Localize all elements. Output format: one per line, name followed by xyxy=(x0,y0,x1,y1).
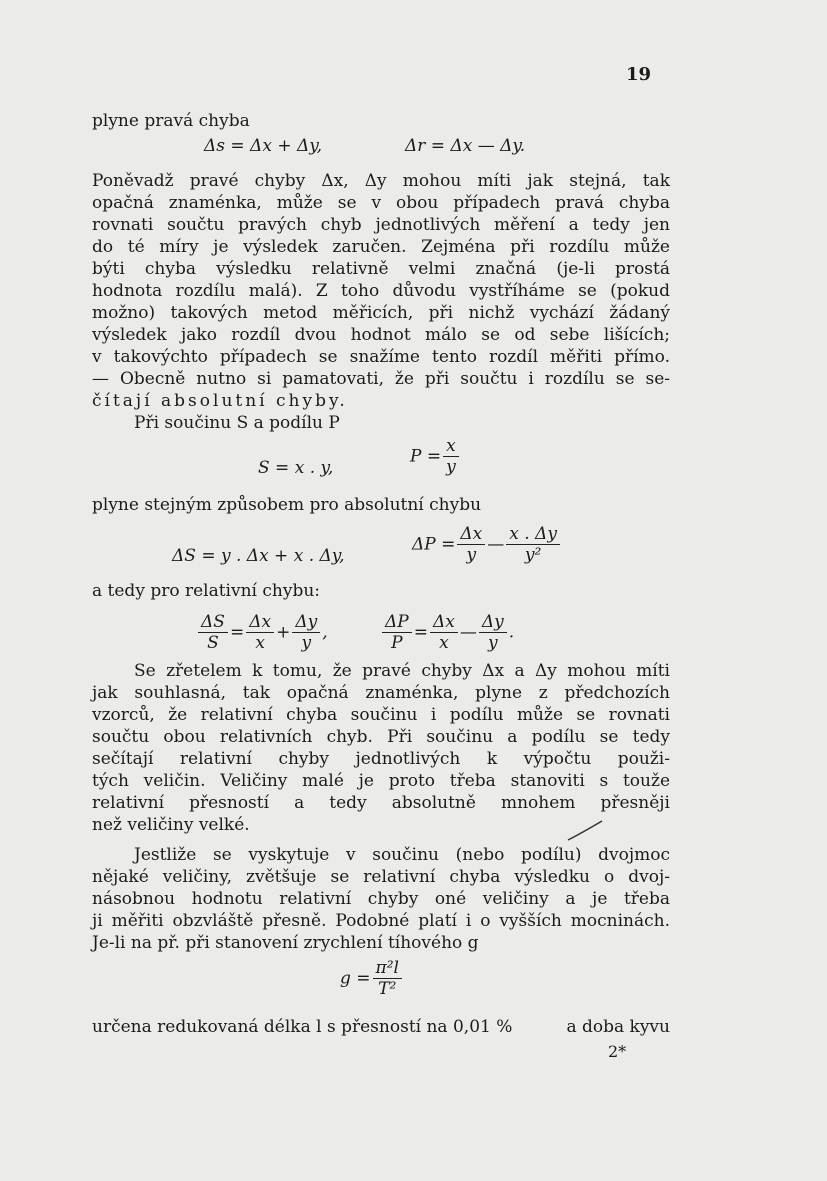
fraction xyxy=(292,612,320,653)
denominator: T² xyxy=(378,979,397,999)
numerator: ΔS xyxy=(198,612,228,633)
text-line: Jestliže se vyskytuje v součinu (nebo podílu) dvojmoc xyxy=(134,845,670,865)
numerator: x xyxy=(443,436,459,457)
denominator: P xyxy=(391,633,403,653)
numerator: Δx xyxy=(430,612,458,633)
text-line: do té míry je výsledek zaručen. Zejména při rozdílu může xyxy=(92,237,670,257)
text-line: plyne stejným způsobem pro absolutní chybu xyxy=(92,495,482,515)
denominator: y xyxy=(487,633,498,653)
text-line: Se zřetelem k tomu, že pravé chyby Δx a Δy mohou míti xyxy=(134,661,670,681)
text-line: a tedy pro relativní chybu: xyxy=(92,581,321,601)
text-line: ji měřiti obzvláště přesně. Podobné platí i o vyšších mocninách. xyxy=(92,911,670,931)
text-line: součtu obou relativních chyb. Při součinu a podílu se tedy xyxy=(92,727,670,747)
fraction xyxy=(430,612,458,653)
fraction xyxy=(373,958,402,999)
comma: , xyxy=(322,622,328,643)
numerator: Δy xyxy=(292,612,320,633)
fraction xyxy=(198,612,228,653)
text-line: vzorců, že relativní chyba součinu i podílu může se rovnati xyxy=(92,705,670,725)
page-number: 19 xyxy=(626,64,652,85)
fraction xyxy=(382,612,412,653)
denominator: y xyxy=(466,545,477,565)
text-line: v takovýchto případech se snažíme tento rozdíl měřiti přímo. xyxy=(92,347,670,367)
equation-product: S = x . y, xyxy=(258,458,334,478)
equation-gravity xyxy=(340,958,404,999)
text-line: opačná znaménka, může se v obou případech pravá chyba xyxy=(92,193,670,213)
numerator: ΔP xyxy=(382,612,412,633)
text-line: čítají absolutní chyby. xyxy=(92,391,348,411)
fraction xyxy=(479,612,507,653)
pencil-mark xyxy=(566,818,606,844)
text-line xyxy=(92,1016,670,1038)
minus-sign: — xyxy=(487,534,505,555)
text-line: tých veličin. Veličiny malé je proto třeba stanoviti s touže xyxy=(92,771,670,791)
text-line: plyne pravá chyba xyxy=(92,111,250,131)
text-line: hodnota rozdílu malá). Z toho důvodu vystříháme se (pokud xyxy=(92,281,670,301)
denominator: y xyxy=(301,633,312,653)
numerator: π²l xyxy=(373,958,402,979)
text-line: Je-li na př. při stanovení zrychlení tíhového g xyxy=(92,933,479,953)
equation-quotient xyxy=(410,436,461,477)
text-line: možno) takových metod měřicích, při nichž vychází žádaný xyxy=(92,303,670,323)
numerator: x . Δy xyxy=(506,524,560,545)
equation-rel-error-product xyxy=(196,612,328,653)
equation-rel-error-quotient xyxy=(380,612,514,653)
text-line: než veličiny velké. xyxy=(92,815,250,835)
text-line: — Obecně nutno si pamatovati, že při součtu i rozdílu se se- xyxy=(92,369,670,389)
denominator: S xyxy=(207,633,219,653)
equation-lhs: ΔP = xyxy=(412,534,456,555)
text-fragment: určena redukovaná délka l s přesností na 0,01 % xyxy=(92,1017,513,1037)
text-line: výsledek jako rozdíl dvou hodnot málo se od sebe lišících; xyxy=(92,325,670,345)
plus-sign: + xyxy=(276,622,291,643)
text-line: jak souhlasná, tak opačná znaménka, plyne z předchozích xyxy=(92,683,670,703)
denominator: x xyxy=(255,633,265,653)
text-line: Poněvadž pravé chyby Δx, Δy mohou míti jak stejná, tak xyxy=(92,171,670,191)
fraction xyxy=(457,524,485,565)
text-fragment: a doba kyvu xyxy=(566,1017,670,1037)
text-line: sečítají relativní chyby jednotlivých k výpočtu použi- xyxy=(92,749,670,769)
equation-delta-r: Δr = Δx — Δy. xyxy=(405,136,526,156)
minus-sign: — xyxy=(459,622,477,643)
denominator: y xyxy=(446,457,456,477)
equation-delta-s: Δs = Δx + Δy, xyxy=(204,136,322,156)
fraction xyxy=(246,612,274,653)
text-line: nějaké veličiny, zvětšuje se relativní chyba výsledku o dvoj- xyxy=(92,867,670,887)
period: . xyxy=(508,622,515,643)
numerator: Δy xyxy=(479,612,507,633)
equation-abs-error-quotient xyxy=(412,524,562,565)
equation-abs-error-product: ΔS = y . Δx + x . Δy, xyxy=(172,546,345,566)
text-line: Při součinu S a podílu P xyxy=(134,413,340,433)
text-line: relativní přesností a tedy absolutně mnohem přesněji xyxy=(92,793,670,813)
equals-sign: = xyxy=(229,622,245,643)
denominator: y² xyxy=(524,545,542,565)
equation-lhs: g = xyxy=(340,968,371,989)
signature-mark: 2* xyxy=(608,1042,627,1061)
equals-sign: = xyxy=(413,622,428,643)
text-line: býti chyba výsledku relativně velmi značná (je-li prostá xyxy=(92,259,670,279)
equation-lhs: P = xyxy=(410,446,442,467)
numerator: Δx xyxy=(246,612,274,633)
text-line: rovnati součtu pravých chyb jednotlivých měření a tedy jen xyxy=(92,215,670,235)
fraction xyxy=(443,436,459,477)
text-line: násobnou hodnotu relativní chyby oné veličiny a je třeba xyxy=(92,889,670,909)
fraction xyxy=(506,524,560,565)
denominator: x xyxy=(439,633,449,653)
numerator: Δx xyxy=(457,524,485,545)
